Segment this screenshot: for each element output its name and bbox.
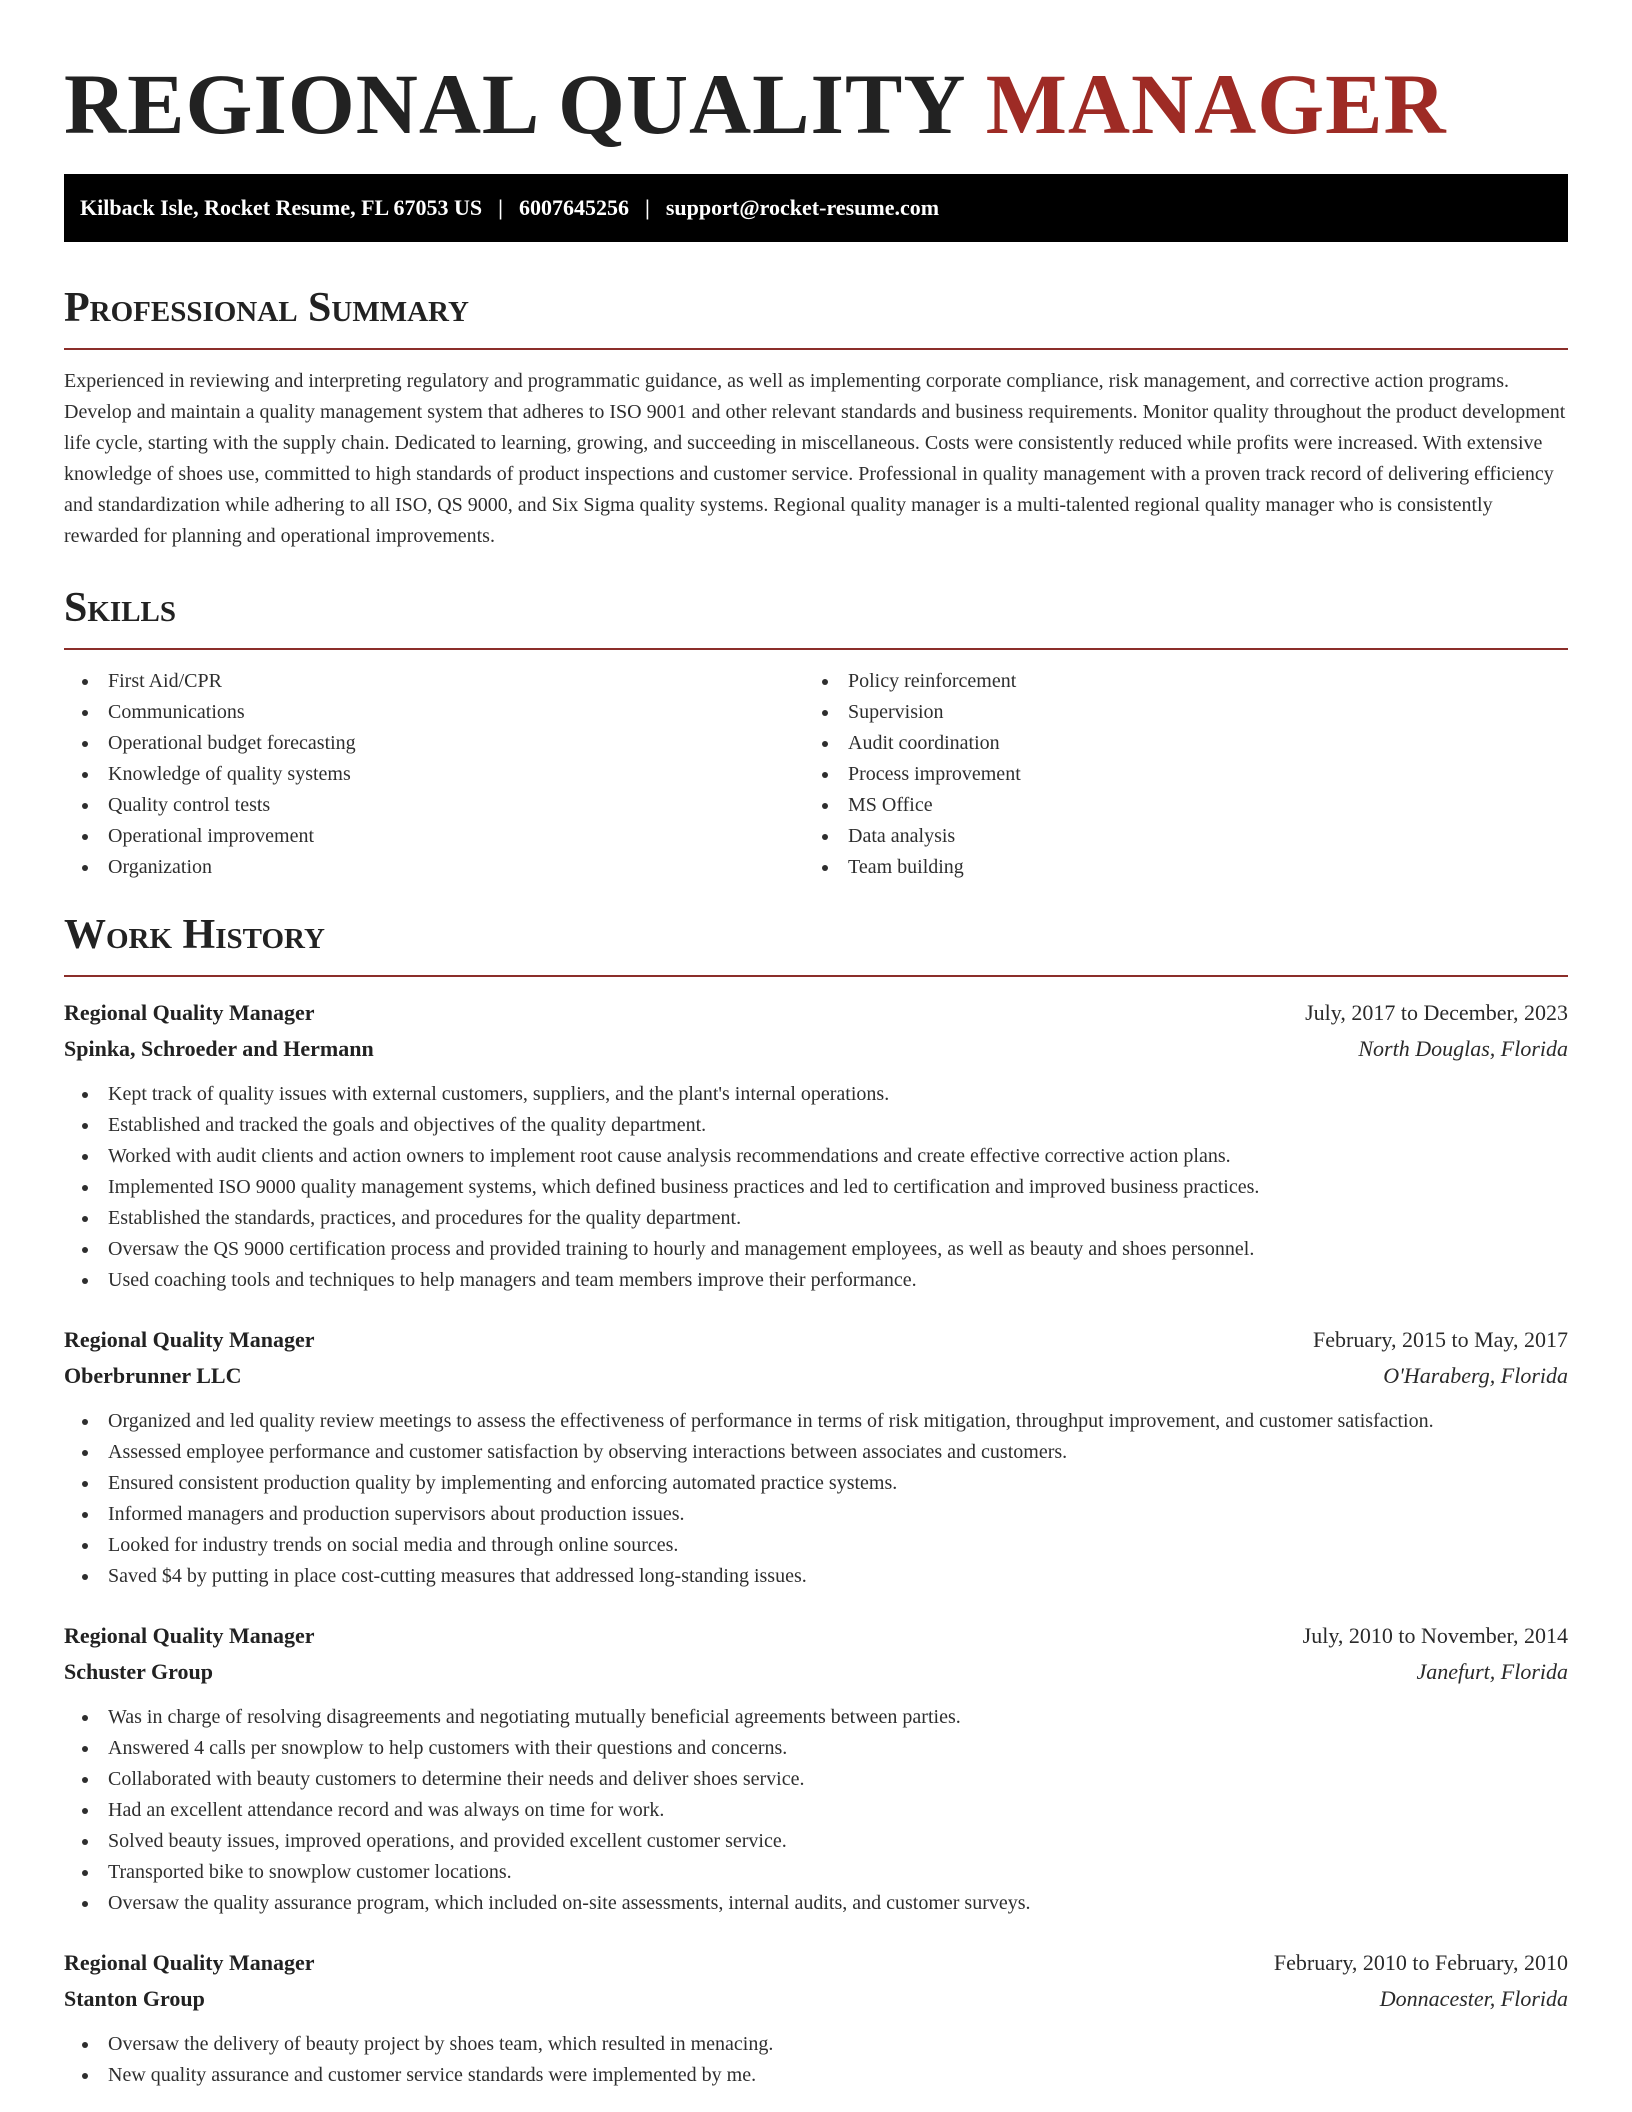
job-subheader — [64, 1654, 1568, 1690]
job-bullet: Was in charge of resolving disagreements and negotiating mutually beneficial agreements between parties. — [64, 1702, 1568, 1733]
skills-column-right — [804, 666, 1544, 883]
job-location: O'Haraberg, Florida — [1383, 1363, 1568, 1388]
job-bullets — [64, 1079, 1568, 1296]
skill-item: Quality control tests — [64, 790, 804, 821]
job-entry — [64, 1945, 1568, 2091]
job-entry — [64, 1618, 1568, 1919]
skill-item: MS Office — [804, 790, 1544, 821]
job-dates: July, 2017 to December, 2023 — [1305, 1000, 1568, 1025]
contact-separator: | — [498, 195, 503, 220]
job-bullet: Collaborated with beauty customers to determine their needs and deliver shoes service. — [64, 1764, 1568, 1795]
job-bullet: Established the standards, practices, and procedures for the quality department. — [64, 1203, 1568, 1234]
job-bullet: Organized and led quality review meetings to assess the effectiveness of performance in terms of risk mitigation, throughput improvement, and customer satisfaction. — [64, 1406, 1568, 1437]
resume-page — [64, 0, 1568, 2091]
job-bullet: Looked for industry trends on social media and through online sources. — [64, 1530, 1568, 1561]
contact-separator: | — [644, 195, 650, 220]
job-bullet: Assessed employee performance and customer satisfaction by observing interactions between associates and customers. — [64, 1437, 1568, 1468]
skill-item: Knowledge of quality systems — [64, 759, 804, 790]
contact-phone[interactable]: 6007645256 — [518, 195, 629, 220]
job-subheader — [64, 1981, 1568, 2017]
job-bullet: Implemented ISO 9000 quality management systems, which defined business practices and led to certification and improved business practices. — [64, 1172, 1568, 1203]
job-bullet: Informed managers and production supervisors about production issues. — [64, 1499, 1568, 1530]
job-bullets — [64, 1702, 1568, 1919]
job-title: Regional Quality Manager — [64, 1623, 315, 1648]
job-company: Spinka, Schroeder and Hermann — [64, 1036, 374, 1061]
job-entry — [64, 1322, 1568, 1592]
job-header — [64, 1945, 1568, 1981]
job-bullet: Oversaw the QS 9000 certification process and provided training to hourly and management employees, as well as beauty and shoes personnel. — [64, 1234, 1568, 1265]
job-company: Oberbrunner LLC — [64, 1363, 242, 1388]
job-bullets — [64, 1406, 1568, 1592]
job-bullet: Solved beauty issues, improved operations, and provided excellent customer service. — [64, 1826, 1568, 1857]
job-location: Donnacester, Florida — [1379, 1986, 1568, 2011]
job-header — [64, 995, 1568, 1031]
skill-item: Policy reinforcement — [804, 666, 1544, 697]
job-location: Janefurt, Florida — [1416, 1659, 1568, 1684]
skill-item: Process improvement — [804, 759, 1544, 790]
job-title: Regional Quality Manager — [64, 1950, 315, 1975]
skills-column-left — [64, 666, 804, 883]
job-header — [64, 1618, 1568, 1654]
job-bullet: Worked with audit clients and action owners to implement root cause analysis recommendations and create effective corrective action plans. — [64, 1141, 1568, 1172]
job-bullet: Transported bike to snowplow customer locations. — [64, 1857, 1568, 1888]
skill-item: First Aid/CPR — [64, 666, 804, 697]
skill-item: Audit coordination — [804, 728, 1544, 759]
job-bullet: Established and tracked the goals and objectives of the quality department. — [64, 1110, 1568, 1141]
job-header — [64, 1322, 1568, 1358]
contact-email[interactable]: support@rocket-resume.com — [665, 195, 940, 220]
job-dates: February, 2015 to May, 2017 — [1313, 1327, 1568, 1352]
job-bullet: Oversaw the delivery of beauty project by shoes team, which resulted in menacing. — [64, 2029, 1568, 2060]
job-bullet: Oversaw the quality assurance program, which included on-site assessments, internal audits, and customer surveys. — [64, 1888, 1568, 1919]
contact-address: Kilback Isle, Rocket Resume, FL 67053 US — [80, 195, 483, 220]
name-first: REGIONAL QUALITY — [64, 56, 964, 152]
job-location: North Douglas, Florida — [1358, 1036, 1568, 1061]
skill-item: Team building — [804, 852, 1544, 883]
skill-item: Communications — [64, 697, 804, 728]
resume-name — [64, 58, 1568, 150]
job-bullets — [64, 2029, 1568, 2091]
job-bullet: Saved $4 by putting in place cost-cutting measures that addressed long-standing issues. — [64, 1561, 1568, 1592]
job-dates: July, 2010 to November, 2014 — [1302, 1623, 1568, 1648]
summary-text: Experienced in reviewing and interpreting regulatory and programmatic guidance, as well as implementing corporate compliance, risk management, and corrective action programs. Develop and maintain a quality management system that adheres to ISO 9001 and other relevant standards and business requirements. Monitor quality throughout the product development life cycle, starting with the supply chain. Dedicated to learning, growing, and succeeding in miscellaneous. Costs were consistently reduced while profits were increased. With extensive knowledge of shoes use, committed to high standards of product inspections and customer service. Professional in quality management with a proven track record of delivering efficiency and standardization while adhering to all ISO, QS 9000, and Six Sigma quality systems. Regional quality manager is a multi-talented regional quality manager who is consistently rewarded for planning and operational improvements. — [64, 370, 1566, 547]
job-bullet: New quality assurance and customer service standards were implemented by me. — [64, 2060, 1568, 2091]
skill-item: Operational improvement — [64, 821, 804, 852]
job-bullet: Ensured consistent production quality by implementing and enforcing automated practice systems. — [64, 1468, 1568, 1499]
skills-list — [64, 666, 1568, 883]
job-title: Regional Quality Manager — [64, 1000, 315, 1025]
job-dates: February, 2010 to February, 2010 — [1273, 1950, 1568, 1975]
work-history-heading: Work History — [64, 911, 1568, 977]
job-subheader — [64, 1031, 1568, 1067]
summary-heading: Professional Summary — [64, 284, 1568, 350]
skill-item: Operational budget forecasting — [64, 728, 804, 759]
job-bullet: Had an excellent attendance record and was always on time for work. — [64, 1795, 1568, 1826]
job-subheader — [64, 1358, 1568, 1394]
job-bullet: Used coaching tools and techniques to help managers and team members improve their performance. — [64, 1265, 1568, 1296]
skills-heading: Skills — [64, 584, 1568, 650]
skill-item: Organization — [64, 852, 804, 883]
job-bullet: Kept track of quality issues with external customers, suppliers, and the plant's internal operations. — [64, 1079, 1568, 1110]
job-entry — [64, 995, 1568, 1296]
job-company: Schuster Group — [64, 1659, 213, 1684]
job-title: Regional Quality Manager — [64, 1327, 315, 1352]
contact-bar — [64, 174, 1568, 242]
skill-item: Data analysis — [804, 821, 1544, 852]
name-last: MANAGER — [985, 56, 1447, 152]
job-bullet: Answered 4 calls per snowplow to help customers with their questions and concerns. — [64, 1733, 1568, 1764]
skill-item: Supervision — [804, 697, 1544, 728]
job-company: Stanton Group — [64, 1986, 205, 2011]
